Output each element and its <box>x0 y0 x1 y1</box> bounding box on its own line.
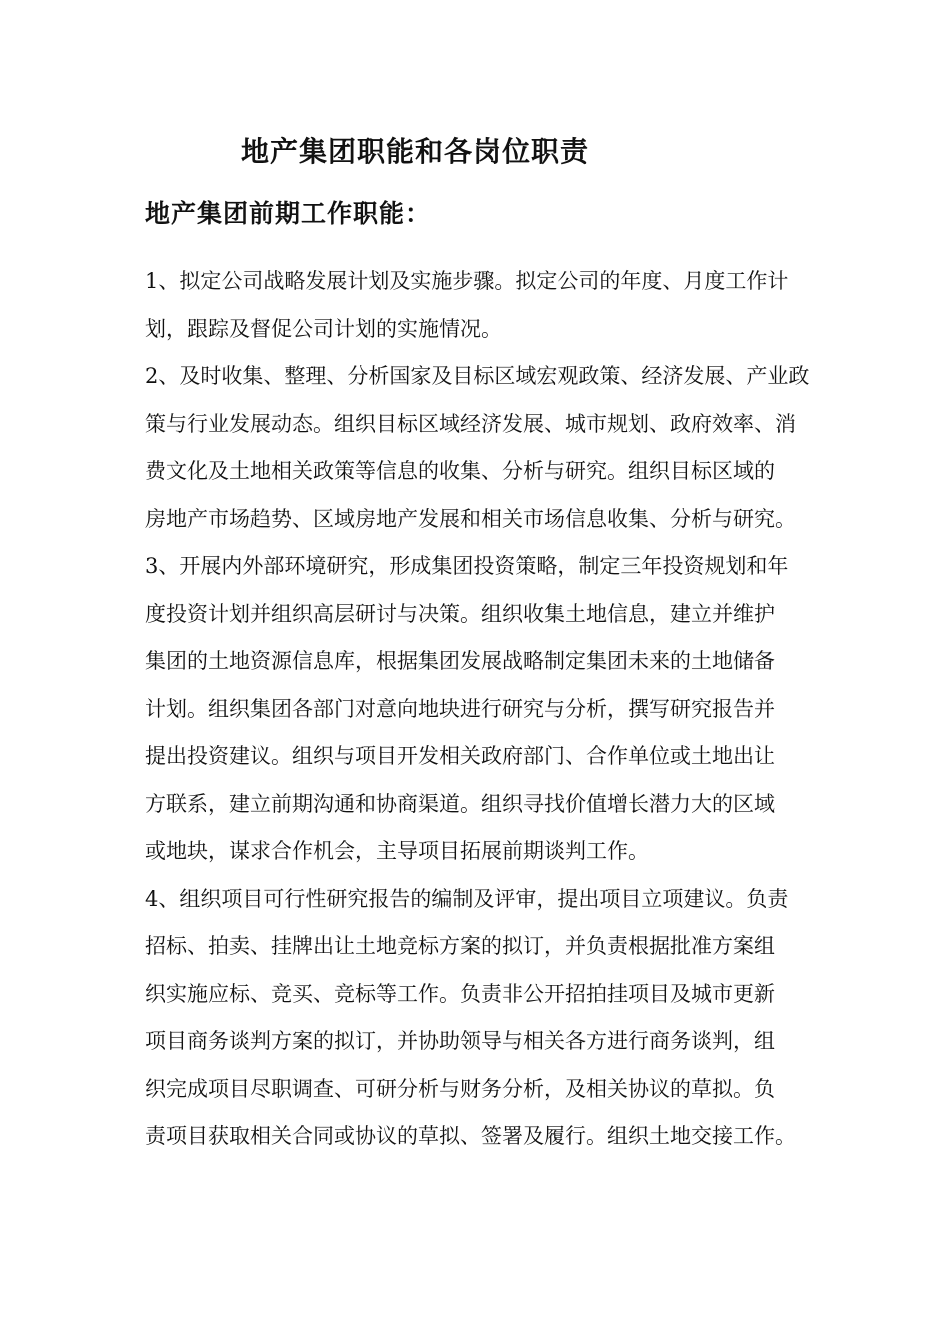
document-title: 地产集团职能和各岗位职责 <box>241 135 590 168</box>
text-line: 计划。组织集团各部门对意向地块进行研究与分析，撰写研究报告并 <box>145 696 775 721</box>
paragraph-4 <box>145 876 825 1161</box>
text-line: 1、拟定公司战略发展计划及实施步骤。拟定公司的年度、月度工作计 <box>145 269 789 293</box>
text-line: 方联系，建立前期沟通和协商渠道。组织寻找价值增长潜力大的区域 <box>145 791 775 816</box>
text-line: 项目商务谈判方案的拟订，并协助领导与相关各方进行商务谈判，组 <box>145 1029 775 1053</box>
text-line: 织完成项目尽职调查、可研分析与财务分析，及相关协议的草拟。负 <box>145 1076 775 1101</box>
text-line: 划，跟踪及督促公司计划的实施情况。 <box>145 316 502 341</box>
text-line: 提出投资建议。组织与项目开发相关政府部门、合作单位或土地出让 <box>145 744 775 768</box>
text-line: 策与行业发展动态。组织目标区域经济发展、城市规划、政府效率、消 <box>145 411 796 436</box>
text-line: 或地块，谋求合作机会，主导项目拓展前期谈判工作。 <box>145 839 649 863</box>
text-line: 集团的土地资源信息库，根据集团发展战略制定集团未来的土地储备 <box>145 649 775 673</box>
paragraph-1 <box>145 258 825 353</box>
text-line: 责项目获取相关合同或协议的草拟、签署及履行。组织土地交接工作。 <box>145 1124 796 1148</box>
paragraph-3 <box>145 543 825 876</box>
text-line: 招标、拍卖、挂牌出让土地竞标方案的拟订，并负责根据批准方案组 <box>145 934 775 958</box>
text-line: 2、及时收集、整理、分析国家及目标区域宏观政策、经济发展、产业政 <box>145 364 810 388</box>
text-line: 4、组织项目可行性研究报告的编制及评审，提出项目立项建议。负责 <box>145 886 789 911</box>
section-heading: 地产集团前期工作职能： <box>145 199 432 228</box>
text-line: 3、开展内外部环境研究，形成集团投资策略，制定三年投资规划和年 <box>145 554 789 578</box>
text-line: 织实施应标、竞买、竞标等工作。负责非公开招拍挂项目及城市更新 <box>145 981 775 1006</box>
text-line: 度投资计划并组织高层研讨与决策。组织收集土地信息，建立并维护 <box>145 601 775 626</box>
text-line: 房地产市场趋势、区域房地产发展和相关市场信息收集、分析与研究。 <box>145 506 796 531</box>
text-line: 费文化及土地相关政策等信息的收集、分析与研究。组织目标区域的 <box>145 459 775 483</box>
body-text <box>145 258 825 1161</box>
paragraph-2 <box>145 353 825 543</box>
